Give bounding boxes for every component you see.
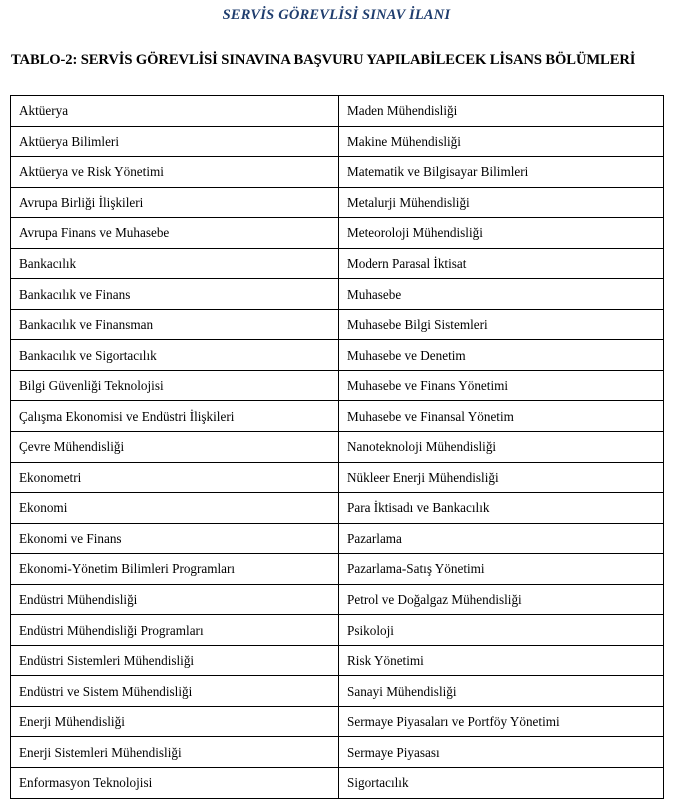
programs-table-container <box>10 95 663 799</box>
program-cell-left: Aktüerya ve Risk Yönetimi <box>11 157 339 188</box>
program-cell-left: Avrupa Birliği İlişkileri <box>11 187 339 218</box>
table-caption: TABLO-2: SERVİS GÖREVLİSİ SINAVINA BAŞVURU YAPILABİLECEK LİSANS BÖLÜMLERİ <box>11 52 636 68</box>
program-cell-left: Aktüerya <box>11 96 339 127</box>
program-cell-left: Ekonomi ve Finans <box>11 523 339 554</box>
programs-table-body <box>11 96 664 799</box>
table-row <box>11 584 664 615</box>
program-cell-right: Muhasebe ve Finans Yönetimi <box>339 370 664 401</box>
program-cell-right: Sigortacılık <box>339 768 664 799</box>
program-cell-right: Sanayi Mühendisliği <box>339 676 664 707</box>
table-row <box>11 737 664 768</box>
program-cell-right: Maden Mühendisliği <box>339 96 664 127</box>
programs-table <box>10 95 664 799</box>
program-cell-left: Bankacılık <box>11 248 339 279</box>
program-cell-right: Muhasebe ve Finansal Yönetim <box>339 401 664 432</box>
program-cell-right: Muhasebe ve Denetim <box>339 340 664 371</box>
program-cell-left: Endüstri Mühendisliği <box>11 584 339 615</box>
table-row <box>11 126 664 157</box>
program-cell-left: Çalışma Ekonomisi ve Endüstri İlişkileri <box>11 401 339 432</box>
program-cell-left: Endüstri ve Sistem Mühendisliği <box>11 676 339 707</box>
table-row <box>11 645 664 676</box>
program-cell-left: Endüstri Mühendisliği Programları <box>11 615 339 646</box>
program-cell-right: Pazarlama-Satış Yönetimi <box>339 554 664 585</box>
program-cell-right: Muhasebe Bilgi Sistemleri <box>339 309 664 340</box>
table-row <box>11 493 664 524</box>
program-cell-right: Petrol ve Doğalgaz Mühendisliği <box>339 584 664 615</box>
program-cell-right: Risk Yönetimi <box>339 645 664 676</box>
program-cell-left: Bilgi Güvenliği Teknolojisi <box>11 370 339 401</box>
table-row <box>11 615 664 646</box>
program-cell-left: Ekonomi <box>11 493 339 524</box>
program-cell-left: Ekonometri <box>11 462 339 493</box>
program-cell-left: Ekonomi-Yönetim Bilimleri Programları <box>11 554 339 585</box>
table-row <box>11 309 664 340</box>
program-cell-right: Sermaye Piyasası <box>339 737 664 768</box>
program-cell-right: Modern Parasal İktisat <box>339 248 664 279</box>
program-cell-right: Para İktisadı ve Bankacılık <box>339 493 664 524</box>
table-row <box>11 157 664 188</box>
program-cell-left: Bankacılık ve Sigortacılık <box>11 340 339 371</box>
table-row <box>11 768 664 799</box>
program-cell-right: Makine Mühendisliği <box>339 126 664 157</box>
program-cell-left: Çevre Mühendisliği <box>11 432 339 463</box>
program-cell-right: Metalurji Mühendisliği <box>339 187 664 218</box>
table-row <box>11 554 664 585</box>
program-cell-right: Sermaye Piyasaları ve Portföy Yönetimi <box>339 706 664 737</box>
table-row <box>11 279 664 310</box>
program-cell-right: Meteoroloji Mühendisliği <box>339 218 664 249</box>
table-row <box>11 401 664 432</box>
table-row <box>11 340 664 371</box>
program-cell-left: Enerji Sistemleri Mühendisliği <box>11 737 339 768</box>
program-cell-right: Matematik ve Bilgisayar Bilimleri <box>339 157 664 188</box>
program-cell-left: Aktüerya Bilimleri <box>11 126 339 157</box>
program-cell-right: Muhasebe <box>339 279 664 310</box>
program-cell-right: Pazarlama <box>339 523 664 554</box>
program-cell-left: Bankacılık ve Finans <box>11 279 339 310</box>
program-cell-left: Enformasyon Teknolojisi <box>11 768 339 799</box>
program-cell-right: Psikoloji <box>339 615 664 646</box>
program-cell-left: Endüstri Sistemleri Mühendisliği <box>11 645 339 676</box>
program-cell-left: Avrupa Finans ve Muhasebe <box>11 218 339 249</box>
table-row <box>11 523 664 554</box>
document-header-title: SERVİS GÖREVLİSİ SINAV İLANI <box>222 7 451 23</box>
table-row <box>11 187 664 218</box>
program-cell-right: Nanoteknoloji Mühendisliği <box>339 432 664 463</box>
table-row <box>11 96 664 127</box>
program-cell-left: Enerji Mühendisliği <box>11 706 339 737</box>
table-row <box>11 432 664 463</box>
table-row <box>11 706 664 737</box>
table-row <box>11 462 664 493</box>
table-row <box>11 676 664 707</box>
program-cell-right: Nükleer Enerji Mühendisliği <box>339 462 664 493</box>
table-row <box>11 248 664 279</box>
table-row <box>11 218 664 249</box>
program-cell-left: Bankacılık ve Finansman <box>11 309 339 340</box>
table-row <box>11 370 664 401</box>
